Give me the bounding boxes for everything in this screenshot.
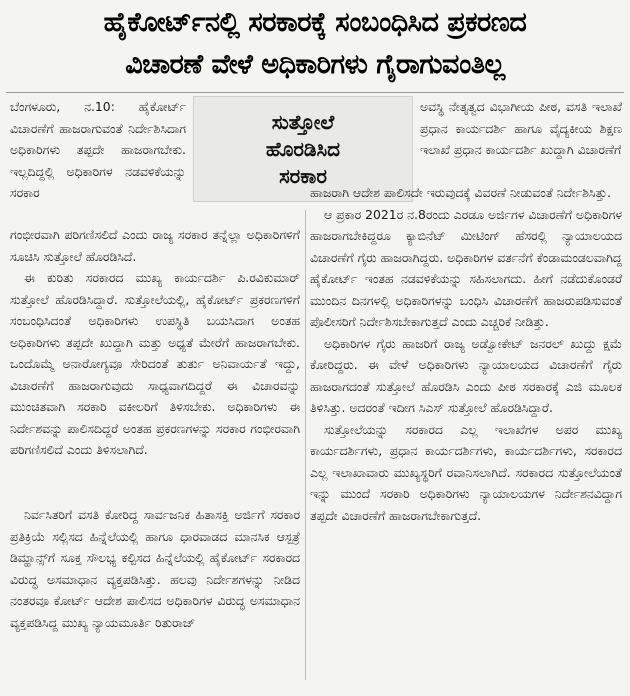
paragraph: ಹಾಜರಾಗಿ ಆದೇಶ ಪಾಲಿಸದೇ ಇರುವುದಕ್ಕೆ ವಿವರಣೆ ನೀಡುವಂತೆ ನಿರ್ದೇಶಿಸಿತ್ತು.	[310, 185, 611, 200]
highlight-line-2: ಹೊರಡಿಸಿದ	[265, 136, 341, 161]
paragraph: ಗಂಭೀರವಾಗಿ ಪರಿಗಣಿಸಲಿದೆ ಎಂದು ರಾಜ್ಯ ಸರಕಾರ ತನ್ನೆಲ್ಲಾ ಅಧಿಕಾರಿಗಳಿಗೆ ಸೂಚಿಸಿ ಸುತ್ತೋಲೆ ಹೊರಡಿಸಿದೆ.	[10, 227, 300, 264]
paragraph: ಆ ಪ್ರಕಾರ 2021ರ ನ.8ರಂದು ಎರಡೂ ಅರ್ಜಿಗಳ ವಿಚಾರಣೆಗೆ ಅಧಿಕಾರಿಗಳ ಹಾಜರಾಗಬೇಕಿದ್ದರೂ ಕ್ಯಾಬಿನೆಟ್ ಮೀಟಿಂಗ್ ಹೆಸರಲ್ಲಿ ನ್ಯಾಯಾಲಯದ ವಿಚಾರಣೆಗೆ ಗೈರು ಹಾಜರಾಗಿದ್ದರು. ಅಧಿಕಾರಿಗಳ ವರ್ತನೆಗೆ ಕೆಂಡಾಮಂಡಲವಾಗಿದ್ದ ಹೈಕೋರ್ಟ್ ಇಂತಹ ನಡವಳಿಕೆಯನ್ನು ಸಹಿಸಲಾಗದು. ಹೀಗೆ ನಡೆದುಕೊಂಡರೆ ಮುಂದಿನ ದಿನಗಳಲ್ಲಿ ಅಧಿಕಾರಿಗಳನ್ನು ಬಂಧಿಸಿ ವಿಚಾರಣೆಗೆ ಹಾಜರುಪಡಿಸುವಂತೆ ಪೊಲೀಸರಿಗೆ ನಿರ್ದೇಶಿಸಬೇಕಾಗುತ್ತದೆ ಎಂದು ಎಚ್ಚರಿಕೆ ನೀಡಿತ್ತು.	[310, 206, 622, 329]
column-divider	[305, 210, 306, 680]
article-right-top	[420, 96, 622, 161]
paragraph: ಈ ಕುರಿತು ಸರಕಾರದ ಮುಖ್ಯ ಕಾರ್ಯದರ್ಶಿ ಪಿ.ರವಿಕುಮಾರ್ ಸುತ್ತೋಲೆ ಹೊರಡಿಸಿದ್ದಾರೆ. ಸುತ್ತೋಲೆಯಲ್ಲಿ, ಹೈಕೋರ್ಟ್ ಪ್ರಕರಣಗಳಿಗೆ ಸಂಬಂಧಿಸಿದಂತೆ ಅಧಿಕಾರಿಗಳು ಉಪಸ್ಥಿತಿ ಬಯಸಿದಾಗ ಅಂತಹ ಅಧಿಕಾರಿಗಳು ತಪ್ಪದೇ ಖುದ್ದಾಗಿ ಮತ್ತು ಅಧ್ಯತೆ ಮೇರೆಗೆ ಹಾಜರಾಗಬೇಕು. ಒಂದೊಮ್ಮೆ ಅನಾರೋಗ್ಯವೂ ಸೇರಿದಂತೆ ತುರ್ತು ಅನಿವಾರ್ಯತೆ ಇದ್ದು, ವಿಚಾರಣೆಗೆ ಹಾಜರಾಗುವುದು ಸಾಧ್ಯವಾಗದಿದ್ದರೆ ಈ ವಿಚಾರವನ್ನು ಮುಂಚಿತವಾಗಿ ಸರಕಾರಿ ವಕೀಲರಿಗೆ ತಿಳಿಸಬೇಕು. ಅಧಿಕಾರಿಗಳು ಈ ನಿರ್ದೇಶವನ್ನು ಪಾಲಿಸದಿದ್ದರೆ ಅಂತಹ ಪ್ರಕರಣಗಳನ್ನು ಸರಕಾರ ಗಂಭೀರವಾಗಿ ಪರಿಗಣಿಸಲಿದೆ ಎಂದು ತಿಳಿಸಲಾಗಿದೆ.	[10, 270, 300, 457]
paragraph: ನಿರ್ವಸಿತರಿಗೆ ವಸತಿ ಕೋರಿದ್ದ ಸಾರ್ವಜನಿಕ ಹಿತಾಸಕ್ತಿ ಅರ್ಜಿಗೆ ಸರಕಾರ ಪ್ರತಿಕ್ರಿಯೆ ಸಲ್ಲಿಸದ ಹಿನ್ನೆಲೆಯಲ್ಲಿ ಹಾಗೂ ಧಾರವಾಡದ ಮಾನಸಿಕ ಆಸ್ಪತ್ರೆ ಡಿಮ್ಹಾನ್ಸ್‌ಗೆ ಸೂಕ್ತ ಸೌಲಭ್ಯ ಕಲ್ಪಿಸದ ಹಿನ್ನೆಲೆಯಲ್ಲಿ ಹೈಕೋರ್ಟ್ ಸರಕಾರದ ವಿರುದ್ಧ ಅಸಮಾಧಾನ ವ್ಯಕ್ತಪಡಿಸಿತ್ತು. ಹಲವು ನಿರ್ದೇಶಗಳನ್ನು ನೀಡಿದ ನಂತರವೂ ಕೋರ್ಟ್ ಆದೇಶ ಪಾಲಿಸದ ಅಧಿಕಾರಿಗಳ ವಿರುದ್ಧ ಅಸಮಾಧಾನ ವ್ಯಕ್ತಪಡಿಸಿದ್ದ ಮುಖ್ಯ ನ್ಯಾಯಮೂರ್ತಿ ರಿತುರಾಜ್	[10, 507, 300, 630]
article-column-left	[10, 224, 300, 461]
headline-line-2: ವಿಚಾರಣೆ ವೇಳೆ ಅಧಿಕಾರಿಗಳು ಗೈರಾಗುವಂತಿಲ್ಲ	[125, 49, 505, 80]
article-column-right	[310, 182, 622, 526]
headline-rule	[6, 92, 624, 93]
paragraph: ಸುತ್ತೋಲೆಯನ್ನು ಸರಕಾರದ ಎಲ್ಲ ಇಲಾಖೆಗಳ ಅಪರ ಮುಖ್ಯ ಕಾರ್ಯದರ್ಶಿಗಳು, ಪ್ರಧಾನ ಕಾರ್ಯದರ್ಶಿಗಳು, ಕಾರ್ಯದರ್ಶಿಗಳು, ಸರಕಾರದ ಎಲ್ಲ ಇಲಾಖಾವಾರು ಮುಖ್ಯಸ್ಥರಿಗೆ ರವಾನಿಸಲಾಗಿದೆ. ಸರಕಾರದ ಸುತ್ತೋಲೆಯಂತೆ ಇನ್ನು ಮುಂದೆ ಸರಕಾರಿ ಅಧಿಕಾರಿಗಳು ನ್ಯಾಯಾಲಯಗಳ ನಿರ್ದೇಶನವಿದ್ದಾಗ ತಪ್ಪದೇ ವಿಚಾರಣೆಗೆ ಹಾಜರಾಗಬೇಕಾಗುತ್ತದೆ.	[310, 421, 622, 523]
paragraph: ಅಧಿಕಾರಿಗಳ ಗೈರು ಹಾಜರಿಗೆ ರಾಜ್ಯ ಅಡ್ವೋಕೇಟ್ ಜನರಲ್ ಖುದ್ದು ಕ್ಷಮೆ ಕೋರಿದ್ದರು. ಈ ವೇಳೆ ಅಧಿಕಾರಿಗಳು ನ್ಯಾಯಾಲಯದ ವಿಚಾರಣೆಗೆ ಗೈರು ಹಾಜರಾಗದಂತೆ ಸುತ್ತೋಲೆ ಹೊರಡಿಸಿ ಎಂದು ಪೀಠ ಸರಕಾರಕ್ಕೆ ಎಜಿ ಮೂಲಕ ತಿಳಿಸಿತ್ತು. ಅದರಂತೆ ಇದೀಗ ಸಿಎಸ್ ಸುತ್ತೋಲೆ ಹೊರಡಿಸಿದ್ದಾರೆ.	[310, 335, 622, 415]
paragraph: ಬೆಂಗಳೂರು, ನ.10: ಹೈಕೋರ್ಟ್ ವಿಚಾರಣೆಗೆ ಹಾಜರಾಗುವಂತೆ ನಿರ್ದೇಶಿಸಿದಾಗ ಅಧಿಕಾರಿಗಳು ತಪ್ಪದೇ ಹಾಜರಾಗಬೇಕು. ಇಲ್ಲದಿದ್ದಲ್ಲಿ ಅಧಿಕಾರಿಗಳ ನಡವಳಿಕೆಯನ್ನು ಸರಕಾರ	[10, 99, 186, 200]
highlight-line-1: ಸುತ್ತೋಲೆ	[271, 109, 335, 134]
paragraph: ಅವಸ್ಥಿ ನೇತೃತ್ವದ ವಿಭಾಗೀಯ ಪೀಠ, ವಸತಿ ಇಲಾಖೆ ಪ್ರಧಾನ ಕಾರ್ಯದರ್ಶಿ ಹಾಗೂ ವೈದ್ಯಕೀಯ ಶಿಕ್ಷಣ ಇಲಾಖೆ ಪ್ರಧಾನ ಕಾರ್ಯದರ್ಶಿ ಖುದ್ದಾಗಿ ವಿಚಾರಣೆಗೆ	[420, 99, 622, 157]
article-intro	[10, 96, 186, 204]
highlight-line-3: ಸರಕಾರ	[279, 163, 327, 188]
headline-line-1: ಹೈಕೋರ್ಟ್‌ನಲ್ಲಿ ಸರಕಾರಕ್ಕೆ ಸಂಬಂಧಿಸಿದ ಪ್ರಕರಣದ	[103, 7, 527, 38]
article-column-left-lower	[10, 504, 300, 633]
